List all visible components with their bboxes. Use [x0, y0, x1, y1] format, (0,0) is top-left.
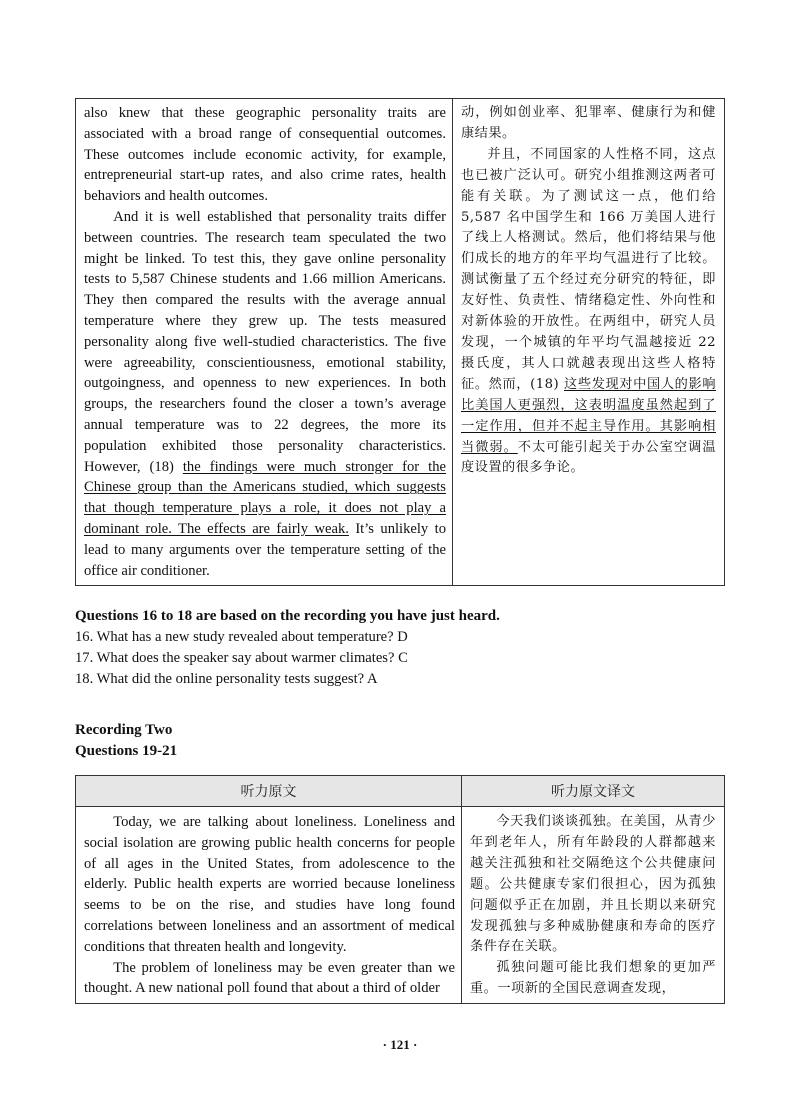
chinese-translation-cell [462, 807, 724, 1004]
chinese-paragraph-1: 今天我们谈谈孤独。在美国，从青少年到老年人，所有年龄段的人群都越来越关注孤独和社交隔绝这个公共健康问题。公共健康专家们很担心，因为孤独问题似乎正在加剧，并且长期以来研究发现孤独与多种威胁健康和寿命的医疗条件存在关联。 [470, 814, 716, 955]
question-18: 18. What did the online personality tests suggest? A [75, 671, 378, 687]
english-text: And it is well established that personality traits differ between countries. The research team speculated the two might be linked. To test this, they gave online personality tests to 5,587 Chinese students and 1.66 million Americans. They then compared the results with the average annual temperature where they grew up. The tests measured personality along five well-studied characteristics. The five were agreeability, conscientiousness, emotional stability, outgoingness, and openness to new experiences. In both groups, the researchers found the closer a town’s average annual temperature was to 22 degrees, the more its population exhibited those personality characteristics. However, (18) [84, 208, 446, 475]
english-paragraph-2: The problem of loneliness may be even greater than we thought. A new national poll found that about a third of older [84, 959, 455, 997]
header-translation: 听力原文译文 [551, 784, 635, 800]
english-underlined-answer: the findings were much stronger for the Chinese group than the Americans studied, which suggests that though temperature plays a role, it does not play a dominant role. The effects are fairly weak. [84, 458, 446, 537]
english-paragraph-2 [84, 207, 446, 581]
question-16: 16. What has a new study revealed about temperature? D [75, 629, 408, 645]
chinese-text: 并且，不同国家的人性格不同，这点也已被广泛认可。研究小组推测这两者可能有关联。为了测试这一点，他们给 5,587 名中国学生和 166 万美国人进行了线上人格测试。然后，他们将结果与他们成长的地方的年平均气温进行了比较。测试衡量了五个经过充分研究的特征，即友好性、负责性、情绪稳定性、外向性和对新体验的开放性。在两组中，研究人员发现，一个城镇的年平均气温越接近 22 摄氏度，其人口就越表现出这些人格特征。然而，(18) [461, 146, 716, 392]
table-body-row [76, 807, 724, 1004]
questions-heading: Questions 16 to 18 are based on the recording you have just heard. [75, 608, 500, 624]
english-paragraph-1: also knew that these geographic personality traits are associated with a broad range of consequential outcomes. These outcomes include economic activity, for example, entrepreneurial start-up rates, and also crime rates, health behaviors and health outcomes. [84, 105, 446, 205]
english-paragraph-1: Today, we are talking about loneliness. Loneliness and social isolation are growing public health concerns for people of all ages in the United States, from adolescence to the elderly. Public health experts are worried because loneliness seems to be on the rise, and studies have long found correlations between loneliness and an assortment of medical conditions that threaten health and longevity. [84, 814, 455, 955]
recording-heading [75, 720, 725, 762]
transcript-table-continued [75, 98, 725, 586]
chinese-text-end: 不太可能引起关于办公室空调温度设置的很多争论。 [461, 439, 717, 476]
transcript-table [75, 775, 725, 1004]
chinese-paragraph-2 [461, 145, 716, 480]
page-number: · 121 · [382, 1037, 418, 1052]
chinese-paragraph-2: 孤独问题可能比我们想象的更加严重。一项新的全国民意调查发现， [470, 960, 716, 997]
question-17: 17. What does the speaker say about warmer climates? C [75, 650, 408, 666]
table-header-row [76, 776, 724, 807]
chinese-paragraph-1: 动，例如创业率、犯罪率、健康行为和健康结果。 [461, 105, 716, 141]
english-transcript-cell [76, 807, 462, 1004]
header-original: 听力原文 [76, 776, 462, 806]
recording-title: Recording Two [75, 722, 173, 738]
recording-subtitle: Questions 19-21 [75, 743, 178, 759]
english-text-end: It’s unlikely to lead to many arguments over the temperature setting of the office air conditioner. [84, 520, 446, 579]
chinese-underlined-answer: 这些发现对中国人的影响比美国人更强烈，这表明温度虽然起到了一定作用，但并不起主导作用。其影响相当微弱。 [461, 376, 717, 455]
questions-section [75, 606, 725, 690]
english-transcript-cell [76, 99, 453, 585]
chinese-translation-cell [453, 99, 724, 585]
